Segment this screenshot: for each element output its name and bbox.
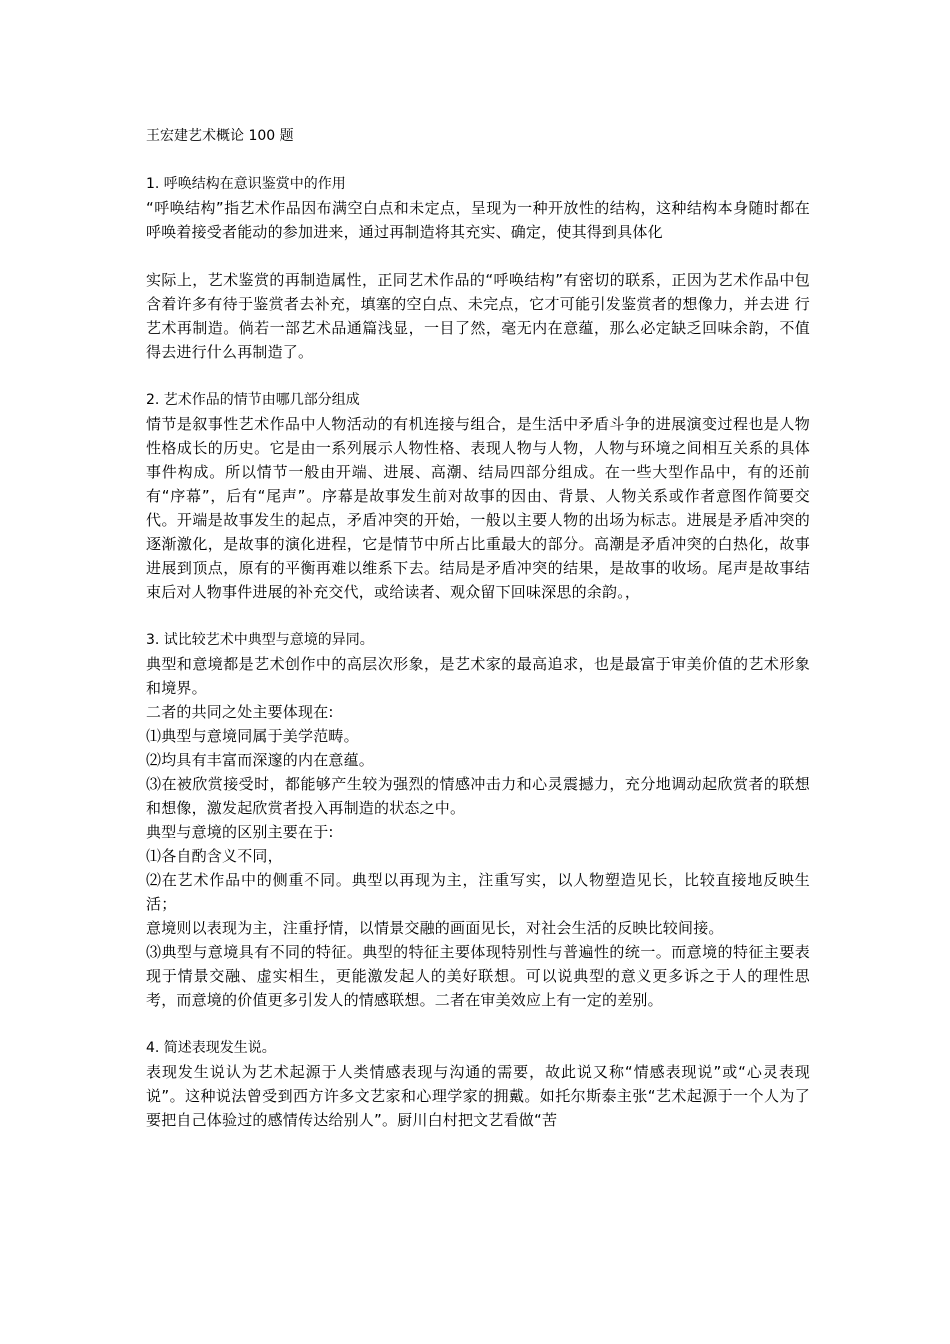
list-item: ⑶典型与意境具有不同的特征。典型的特征主要体现特别性与普遍性的统一。而意境的特征主要表现于情景交融、虚实相生，更能激发起人的美好联想。可以说典型的意义更多诉之于人的理性思考，而意境的价值更多引发人的情感联想。二者在审美效应上有一定的差别。 (146, 943, 810, 1009)
paragraph: 典型和意境都是艺术创作中的高层次形象，是艺术家的最高追求，也是最富于审美价值的艺术形象和境界。 (146, 655, 810, 697)
document-title: 王宏建艺术概论 100 题 (146, 128, 294, 144)
document-page (146, 124, 810, 1156)
list-item: ⑴典型与意境同属于美学范畴。 (146, 727, 359, 745)
paragraph: “呼唤结构”指艺术作品因布满空白点和未定点，呈现为一种开放性的结构，这种结构本身随时都在呼唤着接受者能动的参加进来，通过再制造将其充实、确定，使其得到具体化 (146, 199, 810, 241)
paragraph: 意境则以表现为主，注重抒情，以情景交融的画面见长，对社会生活的反映比较间接。 (146, 919, 724, 937)
question-heading: 3. 试比较艺术中典型与意境的异同。 (146, 632, 374, 648)
question-heading: 4. 简述表现发生说。 (146, 1040, 276, 1056)
question-heading: 1. 呼唤结构在意识鉴赏中的作用 (146, 176, 346, 192)
paragraph: 典型与意境的区别主要在于: (146, 823, 334, 841)
paragraph: 情节是叙事性艺术作品中人物活动的有机连接与组合，是生活中矛盾斗争的进展演变过程也是人物性格成长的历史。它是由一系列展示人物性格、表现人物与人物，人物与环境之间相互关系的具体事件构成。所以情节一般由开端、进展、高潮、结局四部分组成。在一些大型作品中，有的还前有“序幕”，后有“尾声”。序幕是故事发生前对故事的因由、背景、人物关系或作者意图作简要交代。开端是故事发生的起点，矛盾冲突的开始，一般以主要人物的出场为标志。进展是矛盾冲突的逐渐激化，是故事的演化进程，它是情节中所占比重最大的部分。高潮是矛盾冲突的白热化，故事进展到顶点，原有的平衡再难以维系下去。结局是矛盾冲突的结果，是故事的收场。尾声是故事结束后对人物事件进展的补充交代，或给读者、观众留下回味深思的余韵。， (146, 415, 810, 601)
section-4 (146, 1036, 810, 1132)
section-3 (146, 628, 810, 1012)
paragraph: 表现发生说认为艺术起源于人类情感表现与沟通的需要，故此说又称“情感表现说”或“心灵表现说”。这种说法曾受到西方许多文艺家和心理学家的拥戴。如托尔斯泰主张“艺术起源于一个人为了要把自己体验过的感情传达给别人”。厨川白村把文艺看做“苦 (146, 1063, 810, 1129)
list-item: ⑵在艺术作品中的侧重不同。典型以再现为主，注重写实，以人物塑造见长，比较直接地反映生活； (146, 871, 810, 913)
list-item: ⑵均具有丰富而深邃的内在意蕴。 (146, 751, 375, 769)
section-1 (146, 172, 810, 364)
list-item: ⑴各自酌含义不同， (146, 847, 283, 865)
blank-line (146, 244, 810, 268)
paragraph: 实际上，艺术鉴赏的再制造属性，正同艺术作品的“呼唤结构”有密切的联系，正因为艺术作品中包含着许多有待于鉴赏者去补充，填塞的空白点、未完点，它才可能引发鉴赏者的想像力，并去进 行艺术再制造。倘若一部艺术品通篇浅显，一目了然，毫无内在意蕴，那么必定缺乏回味余韵，不值得去进行什么再制造了。 (146, 271, 810, 361)
list-item: ⑶在被欣赏接受时，都能够产生较为强烈的情感冲击力和心灵震撼力，充分地调动起欣赏者的联想和想像，激发起欣赏者投入再制造的状态之中。 (146, 775, 810, 817)
paragraph: 二者的共同之处主要体现在: (146, 703, 334, 721)
section-2 (146, 388, 810, 604)
question-heading: 2. 艺术作品的情节由哪几部分组成 (146, 392, 360, 408)
